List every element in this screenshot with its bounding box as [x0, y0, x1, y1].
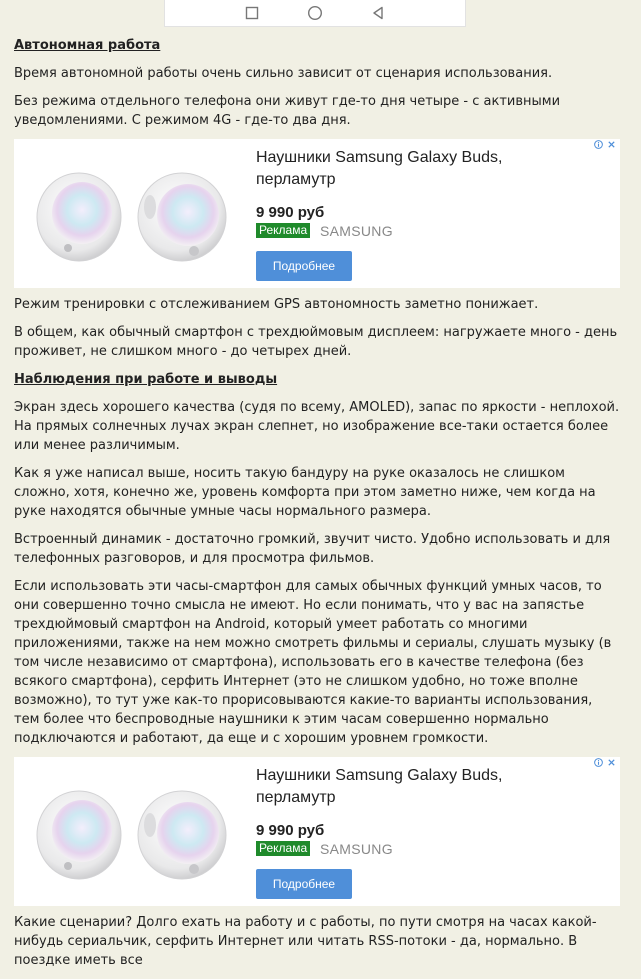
earbuds-image	[32, 165, 237, 265]
section-heading-autonomy: Автономная работа	[14, 38, 161, 53]
ad-price: 9 990 руб	[256, 822, 325, 839]
ad-controls	[594, 758, 616, 767]
ad-price: 9 990 руб	[256, 204, 325, 221]
ad-brand: SAMSUNG	[320, 841, 393, 857]
info-icon[interactable]	[594, 140, 603, 149]
ad-label-badge: Реклама	[256, 841, 310, 856]
circle-icon[interactable]	[307, 5, 323, 21]
ad-block[interactable]	[14, 139, 620, 288]
close-icon[interactable]	[607, 140, 616, 149]
paragraph: Если использовать эти часы-смартфон для самых обычных функций умных часов, то они совершенно точно смысла не имеют. Но если понимать, что у вас на запястье трехдюймовый смартфон на Android, который умеет работать со многими приложениями, также на нем можно смотреть фильмы и сериалы, слушать музыку (в том числе независимо от смартфона), использовать его в качестве телефона (без всякого смартфона), серфить Интернет (это не слишком удобно, но тоже вполне возможно), то тут уже как-то прорисовываются какие-то варианты использования, тем более что беспроводные наушники к этим часам совершенно нормально подключаются и работают, да еще и с хорошим уровнем громкости.	[14, 579, 612, 746]
paragraph: Экран здесь хорошего качества (судя по всему, AMOLED), запас по яркости - неплохой. На прямых солнечных лучах экран слепнет, но изображение все-таки остается более или менее различимым.	[14, 400, 620, 453]
paragraph: Какие сценарии? Долго ехать на работу и с работы, по пути смотря на часах какой-нибудь сериальчик, серфить Интернет или читать RSS-потоки - да, нормально. В поездке иметь все	[14, 915, 597, 968]
ad-details-button[interactable]: Подробнее	[256, 251, 352, 281]
square-icon[interactable]	[245, 6, 259, 20]
paragraph: Как я уже написал выше, носить такую бандуру на руке оказалось не слишком сложно, хотя, конечно же, уровень комфорта при этом заметно ниже, чем когда на руке находятся обычные умные часы нормального размера.	[14, 466, 596, 519]
phone-navigation-bar	[164, 0, 466, 27]
paragraph: Время автономной работы очень сильно зависит от сценария использования.	[14, 66, 553, 81]
paragraph: Режим тренировки с отслеживанием GPS автономность заметно понижает.	[14, 297, 539, 312]
paragraph: Без режима отдельного телефона они живут где-то дня четыре - с активными уведомлениями. С режимом 4G - где-то два дня.	[14, 94, 561, 128]
ad-brand: SAMSUNG	[320, 223, 393, 239]
close-icon[interactable]	[607, 758, 616, 767]
section-heading-observations: Наблюдения при работе и выводы	[14, 372, 278, 387]
paragraph: В общем, как обычный смартфон с трехдюймовым дисплеем: нагружаете много - день проживет, не слишком много - до четырех дней.	[14, 325, 618, 359]
ad-controls	[594, 140, 616, 149]
ad-block[interactable]	[14, 757, 620, 906]
paragraph: Встроенный динамик - достаточно громкий, звучит чисто. Удобно использовать и для телефонных разговоров, и для просмотра фильмов.	[14, 532, 611, 566]
ad-title[interactable]: Наушники Samsung Galaxy Buds, перламутр	[256, 767, 503, 806]
ad-details-button[interactable]: Подробнее	[256, 869, 352, 899]
ad-label-badge: Реклама	[256, 223, 310, 238]
ad-title[interactable]: Наушники Samsung Galaxy Buds, перламутр	[256, 149, 503, 188]
info-icon[interactable]	[594, 758, 603, 767]
back-triangle-icon[interactable]	[371, 6, 385, 20]
earbuds-image	[32, 783, 237, 883]
article-content	[14, 36, 620, 979]
